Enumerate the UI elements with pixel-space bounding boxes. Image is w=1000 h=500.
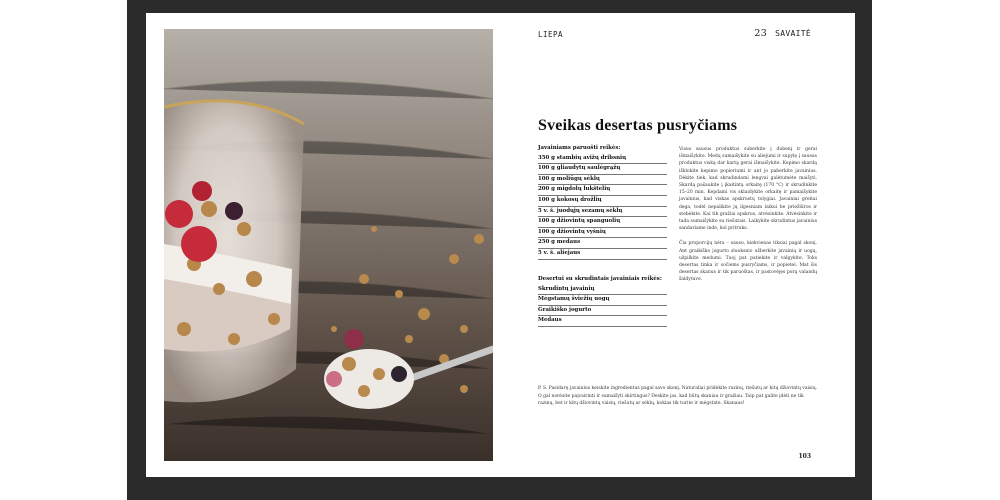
granola-ingredients bbox=[538, 144, 667, 260]
ingredient-row: Skrudintų javainių bbox=[538, 285, 667, 296]
week-number: 23 bbox=[754, 28, 768, 39]
ingredient-row: 100 g gliaudytų saulėgrąžų bbox=[538, 164, 667, 175]
month-label: LIEPA bbox=[538, 30, 564, 39]
postscript: P. S. Pasidarę javainius keiskite ingredientus pagal savo skonį. Naturaliai pridėkite razinų, riešutų ar kitų džiovintų vaisių. O gal norėsite paįvairinti ir sumaišyti skirtingus? Deskite jas, kad būtų skaniau ir gražiau. Taip pat galite įdėti ne tik razinų, bet ir kitų džiovintų vaisių, riešutų ar sėklų, kokias tik turite ir mėgstate. Skanaus! bbox=[538, 386, 818, 406]
dessert-ingredients bbox=[538, 275, 667, 327]
ingredient-row: Medaus bbox=[538, 316, 667, 327]
ingredient-row: Mėgstamų šviežių uogų bbox=[538, 295, 667, 306]
dessert-photo bbox=[164, 29, 493, 461]
step-paragraph: Čia proporcijų nėra – sauso, kiekvienas tiksiai pagal skonį. Ant graikiško jogurto sluoksnio užberkite javainių ir uogų, užpilkite medumi. Tuoj pat patiekite ir valgykite. Toks desertas tinka ir sočiems pusryčiams, ir popietei. Mat šis desertas skanus ir tik paruoštas, ir pastovėjęs porą valandų šaldytuve. bbox=[679, 241, 817, 283]
ingredient-row: 5 v. š. aliejaus bbox=[538, 249, 667, 260]
ingredient-row: Graikiško jogurto bbox=[538, 306, 667, 317]
recipe-title: Sveikas desertas pusryčiams bbox=[538, 117, 738, 134]
ingredient-row: 100 g moliūgų sėklų bbox=[538, 175, 667, 186]
week-label: SAVAITĖ bbox=[775, 29, 811, 38]
ingredient-row: 100 g džiovintų spanguolių bbox=[538, 217, 667, 228]
page-number: 103 bbox=[798, 453, 811, 460]
ingredient-row: 250 g medaus bbox=[538, 238, 667, 249]
book-spread bbox=[146, 13, 855, 477]
ingredient-row: 5 v. š. juodųjų sezamų sėklų bbox=[538, 207, 667, 218]
dessert-photo-illustration bbox=[164, 29, 493, 461]
ingredient-row: 100 g kokosų drožlių bbox=[538, 196, 667, 207]
ingredient-row: 350 g stambių avižų dribsnių bbox=[538, 154, 667, 165]
granola-ingredients-heading: Javainiams paruošti reikės: bbox=[538, 145, 621, 151]
recipe-steps bbox=[679, 146, 817, 292]
week-header bbox=[754, 28, 811, 39]
step-paragraph: Visus sausus produktus suberkite į dubenį ir gerai išmaišykite. Medų sumaišykite su aliejumi ir supylę į sausus produktus viską dar kartą gerai išmaišykite. Kepimo skardą išklokite kepimo popieriumi ir ant jo paberkite javainius. Dėkite tiek, kad skrudindami lengvai galėtumėte maišyti. Skardą pašaukite į įkaitintą orkaitę (170 °C) ir skrudinkite 15–20 min. Kepdami vis sklaidykite orkaitę ir pamaišykite javainius, kad viskas apskrustų tolygiai. Javainiai greitai dega, todėl nepalikite jų ilgesniam laikui be priežiūros ir stebėkite. Kai tik gražiai apskrus, atvėsinkite. Atvėsinkite ir tada sumaišykite su riešutais. Laikykite skrudintus javainius sandariame inde, kol pritruks. bbox=[679, 147, 817, 232]
dessert-ingredients-heading: Desertui su skrudintais javainiais reikės: bbox=[538, 276, 662, 282]
ingredient-row: 100 g džiovintų vyšnių bbox=[538, 228, 667, 239]
ingredient-row: 200 g migdolų lukštelių bbox=[538, 185, 667, 196]
